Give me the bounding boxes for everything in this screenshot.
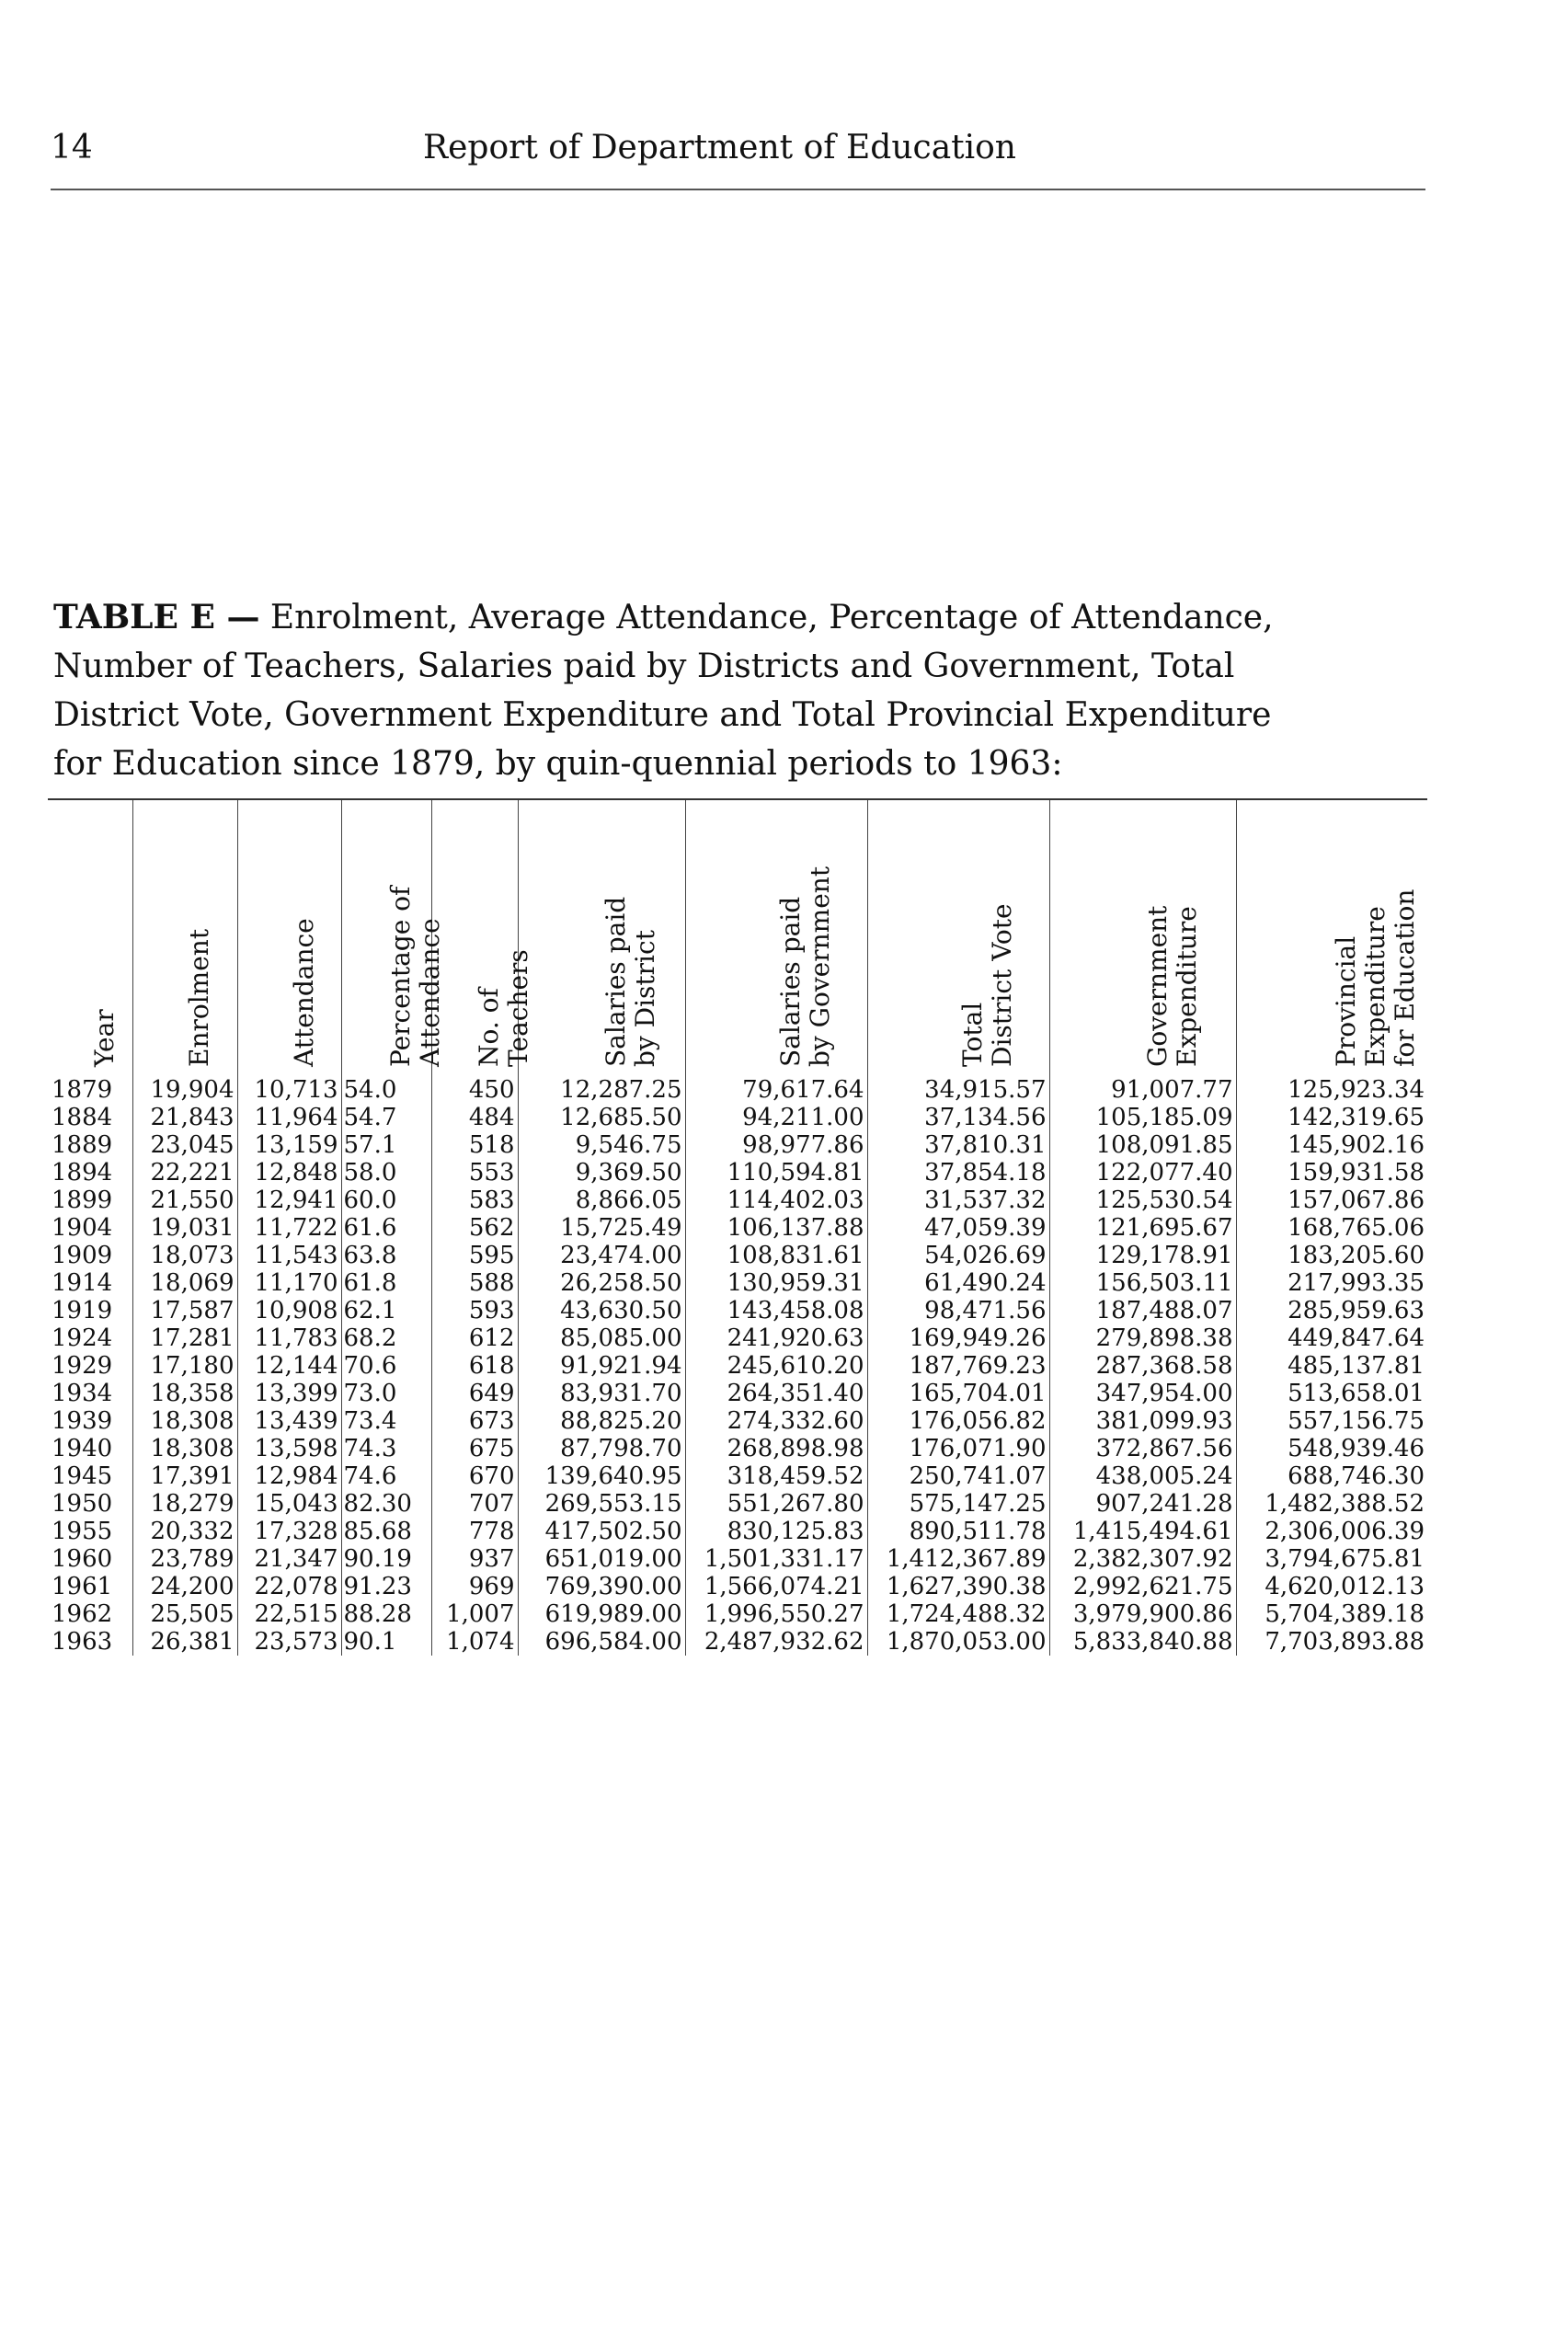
column-header — [132, 800, 237, 1076]
table-row — [48, 1159, 1427, 1186]
table-cell: 279,898.38 — [1049, 1324, 1236, 1352]
table-cell: 73.4 — [341, 1407, 431, 1435]
table-cell: 17,391 — [132, 1462, 237, 1490]
table-cell: 318,459.52 — [685, 1462, 867, 1490]
table-cell: 108,091.85 — [1049, 1131, 1236, 1159]
column-header-line: Total — [957, 1002, 988, 1067]
table-cell: 11,170 — [237, 1269, 341, 1297]
table-cell: 91.23 — [341, 1573, 431, 1600]
table-cell: 651,019.00 — [518, 1545, 685, 1573]
table-cell: 1,415,494.61 — [1049, 1518, 1236, 1545]
table-cell: 91,007.77 — [1049, 1076, 1236, 1104]
column-header — [431, 800, 533, 1076]
caption-text: Enrolment, Average Attendance, Percentage of Attendance, — [269, 599, 1274, 636]
table-cell: 285,959.63 — [1236, 1297, 1427, 1324]
table-cell: 19,031 — [132, 1214, 237, 1242]
column-header-line: No. of — [474, 988, 504, 1067]
table-cell: 595 — [431, 1242, 518, 1269]
table-cell: 157,067.86 — [1236, 1186, 1427, 1214]
table-cell: 3,979,900.86 — [1049, 1600, 1236, 1628]
table-header-row — [48, 800, 1427, 1076]
table-cell: 449,847.64 — [1236, 1324, 1427, 1352]
caption-line — [53, 593, 1428, 642]
table-cell: 57.1 — [341, 1131, 431, 1159]
table-cell: 21,347 — [237, 1545, 341, 1573]
table-cell: 61.6 — [341, 1214, 431, 1242]
table-cell: 513,658.01 — [1236, 1380, 1427, 1407]
table-row — [48, 1324, 1427, 1352]
column-header-line: District Vote — [987, 903, 1017, 1067]
table-cell: 37,810.31 — [867, 1131, 1049, 1159]
table-body — [48, 1076, 1427, 1656]
table-row — [48, 1242, 1427, 1269]
table-cell: 649 — [431, 1380, 518, 1407]
table-row — [48, 1269, 1427, 1297]
table-row — [48, 1131, 1427, 1159]
table-row — [48, 1518, 1427, 1545]
column-header-label — [90, 1009, 120, 1067]
table-cell: 12,685.50 — [518, 1104, 685, 1131]
table-cell: 82.30 — [341, 1490, 431, 1518]
table-cell: 13,598 — [237, 1435, 341, 1462]
table-cell: 1,412,367.89 — [867, 1545, 1049, 1573]
table-cell: 183,205.60 — [1236, 1242, 1427, 1269]
column-header-line: Expenditure — [1360, 906, 1391, 1067]
table-cell: 68.2 — [341, 1324, 431, 1352]
table-cell: 612 — [431, 1324, 518, 1352]
table-cell: 18,279 — [132, 1490, 237, 1518]
table-cell: 121,695.67 — [1049, 1214, 1236, 1242]
table-row — [48, 1435, 1427, 1462]
table-cell: 3,794,675.81 — [1236, 1545, 1427, 1573]
table-cell: 969 — [431, 1573, 518, 1600]
table-cell: 557,156.75 — [1236, 1407, 1427, 1435]
running-title: Report of Department of Education — [423, 129, 1016, 166]
column-header — [341, 800, 445, 1076]
column-header-line: Salaries paid — [775, 896, 806, 1067]
table-cell: 17,587 — [132, 1297, 237, 1324]
column-header-line: Attendance — [288, 918, 319, 1067]
table-cell: 106,137.88 — [685, 1214, 867, 1242]
table-cell: 25,505 — [132, 1600, 237, 1628]
table-cell: 13,399 — [237, 1380, 341, 1407]
table-cell: 619,989.00 — [518, 1600, 685, 1628]
table-cell: 707 — [431, 1490, 518, 1518]
table-cell: 187,488.07 — [1049, 1297, 1236, 1324]
table-cell: 169,949.26 — [867, 1324, 1049, 1352]
table-cell: 37,134.56 — [867, 1104, 1049, 1131]
table-cell: 937 — [431, 1545, 518, 1573]
table-cell: 1929 — [52, 1352, 113, 1380]
table-cell: 187,769.23 — [867, 1352, 1049, 1380]
table-cell: 575,147.25 — [867, 1490, 1049, 1518]
table-cell: 1963 — [52, 1628, 113, 1656]
caption-line: for Education since 1879, by quin-quennial periods to 1963: — [53, 745, 1063, 783]
column-header — [867, 800, 1049, 1076]
table-cell: 1,501,331.17 — [685, 1545, 867, 1573]
table-cell: 18,308 — [132, 1407, 237, 1435]
table-cell: 670 — [431, 1462, 518, 1490]
column-header — [685, 800, 867, 1076]
table-cell: 250,741.07 — [867, 1462, 1049, 1490]
table-cell: 15,725.49 — [518, 1214, 685, 1242]
column-header-label — [1332, 889, 1420, 1067]
table-cell: 269,553.15 — [518, 1490, 685, 1518]
caption-line: District Vote, Government Expenditure and Total Provincial Expenditure — [53, 696, 1272, 734]
table-cell: 890,511.78 — [867, 1518, 1049, 1545]
table-cell: 37,854.18 — [867, 1159, 1049, 1186]
table-cell: 518 — [431, 1131, 518, 1159]
table-cell: 1909 — [52, 1242, 113, 1269]
table-cell: 22,221 — [132, 1159, 237, 1186]
table-cell: 98,471.56 — [867, 1297, 1049, 1324]
table-cell: 264,351.40 — [685, 1380, 867, 1407]
table-row — [48, 1104, 1427, 1131]
table-cell: 2,487,932.62 — [685, 1628, 867, 1656]
table-cell: 54.0 — [341, 1076, 431, 1104]
table-cell: 18,308 — [132, 1435, 237, 1462]
table-cell: 110,594.81 — [685, 1159, 867, 1186]
table-cell: 13,159 — [237, 1131, 341, 1159]
table-cell: 347,954.00 — [1049, 1380, 1236, 1407]
table-cell: 23,045 — [132, 1131, 237, 1159]
table-cell: 778 — [431, 1518, 518, 1545]
table-row — [48, 1490, 1427, 1518]
table-cell: 129,178.91 — [1049, 1242, 1236, 1269]
table-cell: 1,007 — [431, 1600, 518, 1628]
table-cell: 21,843 — [132, 1104, 237, 1131]
table-cell: 1,482,388.52 — [1236, 1490, 1427, 1518]
table-cell: 245,610.20 — [685, 1352, 867, 1380]
table-cell: 1924 — [52, 1324, 113, 1352]
table-cell: 26,258.50 — [518, 1269, 685, 1297]
table-cell: 159,931.58 — [1236, 1159, 1427, 1186]
table-cell: 2,992,621.75 — [1049, 1573, 1236, 1600]
column-header — [1236, 800, 1427, 1076]
table-cell: 450 — [431, 1076, 518, 1104]
table-cell: 12,287.25 — [518, 1076, 685, 1104]
table-row — [48, 1462, 1427, 1490]
table-cell: 1961 — [52, 1573, 113, 1600]
table-cell: 593 — [431, 1297, 518, 1324]
table-cell: 9,369.50 — [518, 1159, 685, 1186]
table-cell: 1950 — [52, 1490, 113, 1518]
table-cell: 1,996,550.27 — [685, 1600, 867, 1628]
column-header — [518, 800, 685, 1076]
table-row — [48, 1297, 1427, 1324]
table-cell: 31,537.32 — [867, 1186, 1049, 1214]
table-cell: 145,902.16 — [1236, 1131, 1427, 1159]
header-rule — [51, 189, 1425, 190]
table-cell: 18,069 — [132, 1269, 237, 1297]
table-cell: 618 — [431, 1352, 518, 1380]
page-number: 14 — [51, 129, 93, 166]
table-cell: 98,977.86 — [685, 1131, 867, 1159]
table-cell: 70.6 — [341, 1352, 431, 1380]
table-cell: 1,870,053.00 — [867, 1628, 1049, 1656]
table-cell: 688,746.30 — [1236, 1462, 1427, 1490]
column-header — [48, 800, 132, 1076]
table-cell: 274,332.60 — [685, 1407, 867, 1435]
table-cell: 696,584.00 — [518, 1628, 685, 1656]
table-cell: 1945 — [52, 1462, 113, 1490]
table-cell: 73.0 — [341, 1380, 431, 1407]
table-cell: 142,319.65 — [1236, 1104, 1427, 1131]
table-cell: 381,099.93 — [1049, 1407, 1236, 1435]
table-cell: 130,959.31 — [685, 1269, 867, 1297]
table-cell: 54.7 — [341, 1104, 431, 1131]
table-cell: 11,964 — [237, 1104, 341, 1131]
table-cell: 125,530.54 — [1049, 1186, 1236, 1214]
table-cell: 11,783 — [237, 1324, 341, 1352]
table-cell: 83,931.70 — [518, 1380, 685, 1407]
table-cell: 11,543 — [237, 1242, 341, 1269]
table-row — [48, 1380, 1427, 1407]
column-header-line: Government — [1141, 905, 1173, 1067]
column-header-line: Year — [88, 1009, 120, 1067]
table-cell: 54,026.69 — [867, 1242, 1049, 1269]
table-cell: 122,077.40 — [1049, 1159, 1236, 1186]
statistics-table-container — [48, 798, 1427, 1656]
table-cell: 34,915.57 — [867, 1076, 1049, 1104]
table-cell: 4,620,012.13 — [1236, 1573, 1427, 1600]
table-cell: 551,267.80 — [685, 1490, 867, 1518]
table-cell: 23,789 — [132, 1545, 237, 1573]
column-header-line: Attendance — [415, 918, 445, 1067]
table-cell: 7,703,893.88 — [1236, 1628, 1427, 1656]
table-cell: 156,503.11 — [1049, 1269, 1236, 1297]
table-caption — [53, 593, 1428, 788]
table-cell: 548,939.46 — [1236, 1435, 1427, 1462]
table-cell: 21,550 — [132, 1186, 237, 1214]
table-cell: 60.0 — [341, 1186, 431, 1214]
table-cell: 12,144 — [237, 1352, 341, 1380]
table-cell: 88.28 — [341, 1600, 431, 1628]
table-cell: 1919 — [52, 1297, 113, 1324]
table-cell: 17,328 — [237, 1518, 341, 1545]
table-cell: 1960 — [52, 1545, 113, 1573]
table-cell: 1,566,074.21 — [685, 1573, 867, 1600]
table-cell: 17,281 — [132, 1324, 237, 1352]
table-row — [48, 1545, 1427, 1573]
table-cell: 11,722 — [237, 1214, 341, 1242]
table-row — [48, 1076, 1427, 1104]
table-cell: 90.1 — [341, 1628, 431, 1656]
table-cell: 176,071.90 — [867, 1435, 1049, 1462]
table-cell: 562 — [431, 1214, 518, 1242]
table-cell: 105,185.09 — [1049, 1104, 1236, 1131]
column-header-label — [776, 866, 835, 1067]
table-row — [48, 1628, 1427, 1656]
table-cell: 2,382,307.92 — [1049, 1545, 1236, 1573]
table-cell: 108,831.61 — [685, 1242, 867, 1269]
table-cell: 675 — [431, 1435, 518, 1462]
table-cell: 217,993.35 — [1236, 1269, 1427, 1297]
column-header — [1049, 800, 1236, 1076]
table-cell: 17,180 — [132, 1352, 237, 1380]
table-cell: 1914 — [52, 1269, 113, 1297]
table-cell: 485,137.81 — [1236, 1352, 1427, 1380]
column-header-label — [290, 918, 319, 1067]
table-cell: 125,923.34 — [1236, 1076, 1427, 1104]
table-cell: 10,713 — [237, 1076, 341, 1104]
table-cell: 87,798.70 — [518, 1435, 685, 1462]
table-cell: 1904 — [52, 1214, 113, 1242]
table-cell: 1,074 — [431, 1628, 518, 1656]
column-header-line: Salaries paid — [601, 896, 631, 1067]
column-header-label — [958, 903, 1017, 1067]
table-cell: 1889 — [52, 1131, 113, 1159]
table-cell: 1894 — [52, 1159, 113, 1186]
table-cell: 438,005.24 — [1049, 1462, 1236, 1490]
table-cell: 2,306,006.39 — [1236, 1518, 1427, 1545]
column-header-label — [1143, 906, 1202, 1067]
education-statistics-table — [48, 800, 1427, 1656]
table-cell: 8,866.05 — [518, 1186, 685, 1214]
table-cell: 553 — [431, 1159, 518, 1186]
table-cell: 24,200 — [132, 1573, 237, 1600]
table-cell: 58.0 — [341, 1159, 431, 1186]
table-cell: 372,867.56 — [1049, 1435, 1236, 1462]
column-header — [237, 800, 341, 1076]
table-cell: 88,825.20 — [518, 1407, 685, 1435]
table-cell: 94,211.00 — [685, 1104, 867, 1131]
column-header-line: Expenditure — [1171, 906, 1202, 1067]
column-header-line: for Education — [1390, 888, 1421, 1067]
table-cell: 268,898.98 — [685, 1435, 867, 1462]
table-cell: 1879 — [52, 1076, 113, 1104]
table-row — [48, 1214, 1427, 1242]
table-cell: 23,474.00 — [518, 1242, 685, 1269]
table-cell: 18,073 — [132, 1242, 237, 1269]
table-cell: 583 — [431, 1186, 518, 1214]
table-cell: 61.8 — [341, 1269, 431, 1297]
table-cell: 91,921.94 — [518, 1352, 685, 1380]
table-cell: 18,358 — [132, 1380, 237, 1407]
table-cell: 1899 — [52, 1186, 113, 1214]
table-cell: 484 — [431, 1104, 518, 1131]
table-cell: 5,833,840.88 — [1049, 1628, 1236, 1656]
table-row — [48, 1352, 1427, 1380]
caption-line: Number of Teachers, Salaries paid by Districts and Government, Total — [53, 648, 1235, 685]
table-cell: 85.68 — [341, 1518, 431, 1545]
table-cell: 13,439 — [237, 1407, 341, 1435]
table-cell: 74.6 — [341, 1462, 431, 1490]
table-cell: 19,904 — [132, 1076, 237, 1104]
column-header-line: Provincial — [1331, 935, 1362, 1067]
table-cell: 241,920.63 — [685, 1324, 867, 1352]
table-cell: 588 — [431, 1269, 518, 1297]
table-cell: 143,458.08 — [685, 1297, 867, 1324]
table-cell: 907,241.28 — [1049, 1490, 1236, 1518]
table-cell: 1,627,390.38 — [867, 1573, 1049, 1600]
table-row — [48, 1186, 1427, 1214]
table-cell: 12,941 — [237, 1186, 341, 1214]
table-cell: 673 — [431, 1407, 518, 1435]
table-cell: 62.1 — [341, 1297, 431, 1324]
caption-lead: TABLE E — — [53, 598, 260, 636]
column-header-label — [185, 929, 214, 1067]
table-cell: 165,704.01 — [867, 1380, 1049, 1407]
table-cell: 769,390.00 — [518, 1573, 685, 1600]
table-cell: 1955 — [52, 1518, 113, 1545]
table-cell: 1962 — [52, 1600, 113, 1628]
table-cell: 1939 — [52, 1407, 113, 1435]
table-cell: 1940 — [52, 1435, 113, 1462]
table-row — [48, 1407, 1427, 1435]
table-cell: 5,704,389.18 — [1236, 1600, 1427, 1628]
table-cell: 15,043 — [237, 1490, 341, 1518]
column-header-line: by Government — [805, 865, 835, 1067]
table-cell: 114,402.03 — [685, 1186, 867, 1214]
table-cell: 12,848 — [237, 1159, 341, 1186]
table-cell: 168,765.06 — [1236, 1214, 1427, 1242]
table-cell: 12,984 — [237, 1462, 341, 1490]
table-cell: 79,617.64 — [685, 1076, 867, 1104]
page-header — [51, 129, 1421, 184]
table-cell: 22,078 — [237, 1573, 341, 1600]
table-cell: 830,125.83 — [685, 1518, 867, 1545]
table-cell: 63.8 — [341, 1242, 431, 1269]
table-cell: 47,059.39 — [867, 1214, 1049, 1242]
table-cell: 23,573 — [237, 1628, 341, 1656]
table-cell: 61,490.24 — [867, 1269, 1049, 1297]
table-cell: 74.3 — [341, 1435, 431, 1462]
table-cell: 43,630.50 — [518, 1297, 685, 1324]
table-cell: 85,085.00 — [518, 1324, 685, 1352]
table-cell: 176,056.82 — [867, 1407, 1049, 1435]
table-cell: 10,908 — [237, 1297, 341, 1324]
table-cell: 139,640.95 — [518, 1462, 685, 1490]
table-cell: 1,724,488.32 — [867, 1600, 1049, 1628]
table-cell: 20,332 — [132, 1518, 237, 1545]
table-cell: 90.19 — [341, 1545, 431, 1573]
table-row — [48, 1600, 1427, 1628]
column-header-line: by District — [630, 930, 660, 1067]
table-row — [48, 1573, 1427, 1600]
table-cell: 417,502.50 — [518, 1518, 685, 1545]
table-cell: 1934 — [52, 1380, 113, 1407]
column-header-line: Enrolment — [184, 928, 214, 1067]
table-cell: 26,381 — [132, 1628, 237, 1656]
column-header-line: Teachers — [503, 949, 533, 1067]
table-cell: 287,368.58 — [1049, 1352, 1236, 1380]
column-header-label — [601, 897, 660, 1067]
table-cell: 9,546.75 — [518, 1131, 685, 1159]
table-cell: 22,515 — [237, 1600, 341, 1628]
table-cell: 1884 — [52, 1104, 113, 1131]
column-header-line: Percentage of — [385, 886, 416, 1067]
